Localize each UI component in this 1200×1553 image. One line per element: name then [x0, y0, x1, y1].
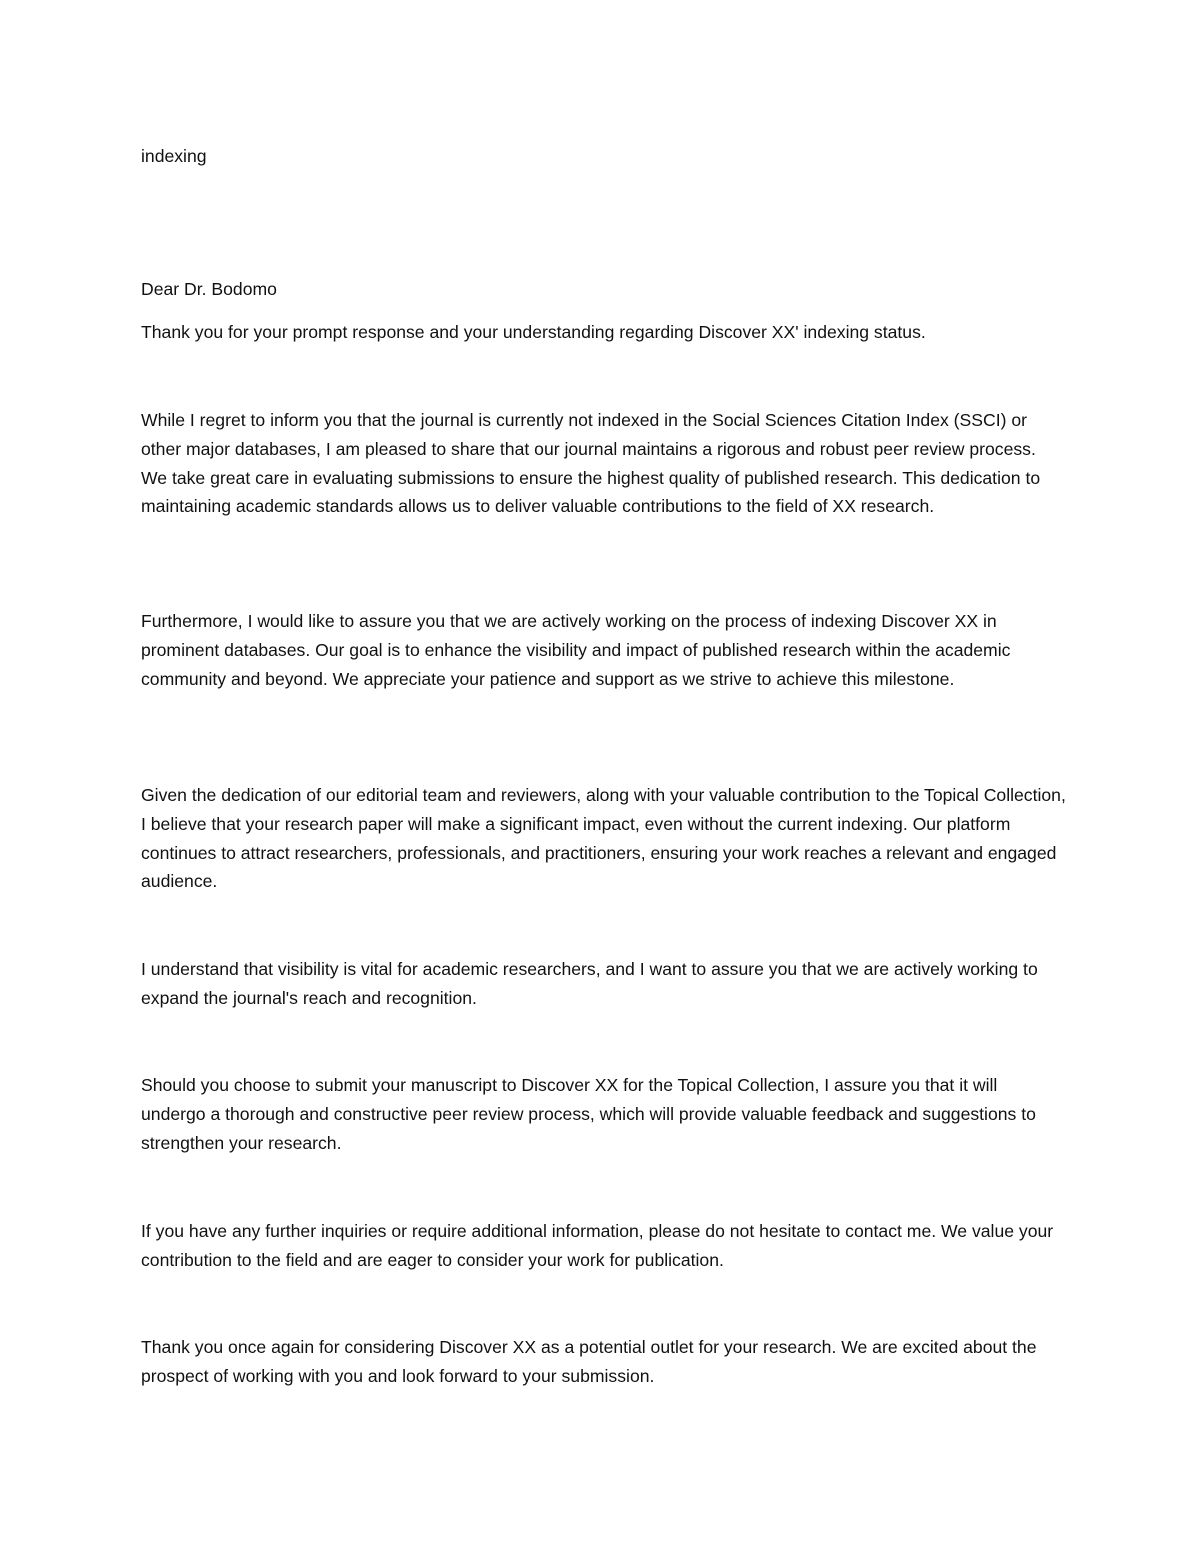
- paragraph-visibility: I understand that visibility is vital for academic researchers, and I want to assure you that we are actively working to expand the journal's reach and recognition.: [141, 959, 1038, 1008]
- document-subject: indexing: [141, 146, 207, 166]
- salutation: Dear Dr. Bodomo: [141, 279, 277, 299]
- paragraph-indexing-progress: Furthermore, I would like to assure you that we are actively working on the process of indexing Discover XX in prominent databases. Our goal is to enhance the visibility and impact of published research within the academic community and beyond. We appreciate your patience and support as we strive to achieve this milestone.: [141, 611, 1011, 689]
- paragraph-indexing-status: While I regret to inform you that the journal is currently not indexed in the Social Sciences Citation Index (SSCI) or other major databases, I am pleased to share that our journal maintains a rigorous and robust peer review process. We take great care in evaluating submissions to ensure the highest quality of published research. This dedication to maintaining academic standards allows us to deliver valuable contributions to the field of XX research.: [141, 410, 1041, 517]
- paragraph-closing: Thank you once again for considering Discover XX as a potential outlet for your research. We are excited about the prospect of working with you and look forward to your submission.: [141, 1337, 1037, 1386]
- paragraph-impact: Given the dedication of our editorial team and reviewers, along with your valuable contribution to the Topical Collection, I believe that your research paper will make a significant impact, even without the current indexing. Our platform continues to attract researchers, professionals, and practitioners, ensuring your work reaches a relevant and engaged audience.: [141, 785, 1066, 892]
- paragraph-contact: If you have any further inquiries or require additional information, please do not hesitate to contact me. We value your contribution to the field and are eager to consider your work for publication.: [141, 1221, 1054, 1270]
- paragraph-submission: Should you choose to submit your manuscript to Discover XX for the Topical Collection, I assure you that it will undergo a thorough and constructive peer review process, which will provide valuable feedback and suggestions to strengthen your research.: [141, 1075, 1036, 1153]
- paragraph-thank-you: Thank you for your prompt response and your understanding regarding Discover XX' indexing status.: [141, 322, 926, 342]
